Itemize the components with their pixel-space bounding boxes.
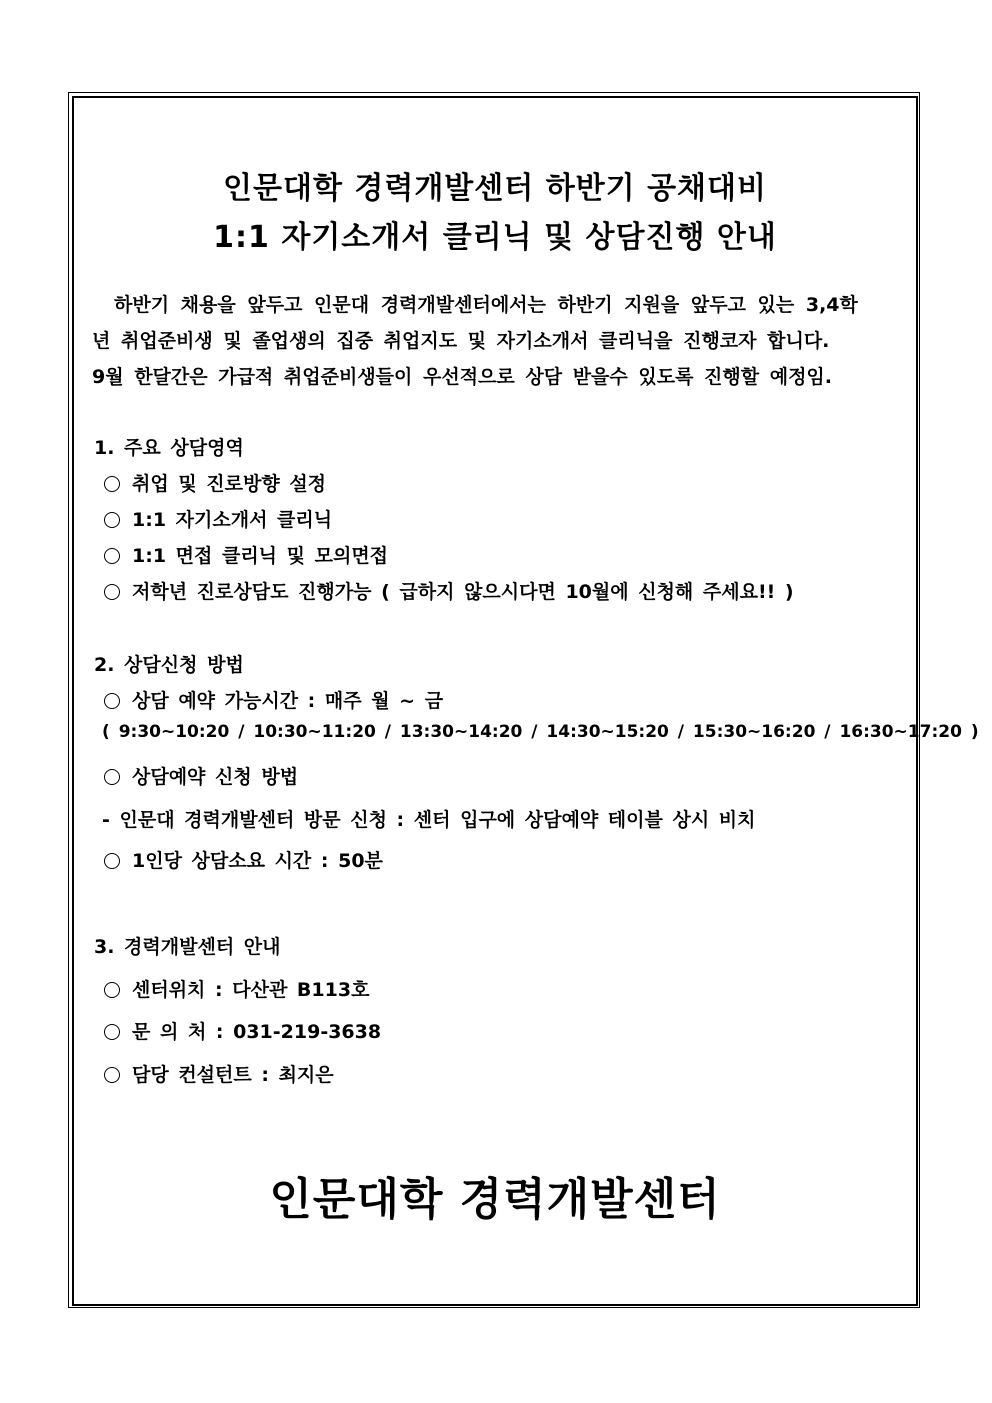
intro-line-2: 년 취업준비생 및 졸업생의 집중 취업지도 및 자기소개서 클리닉을 진행코자 합니다. bbox=[92, 330, 830, 352]
section2-method-detail: - 인문대 경력개발센터 방문 신청 : 센터 입구에 상담예약 테이블 상시 비치 bbox=[102, 809, 756, 831]
section2-duration: 1인당 상담소요 시간 : 50분 bbox=[104, 846, 383, 873]
circle-bullet-icon bbox=[104, 1024, 120, 1040]
intro-line-3: 9월 한달간은 가급적 취업준비생들이 우선적으로 상담 받을수 있도록 진행할 예정임. bbox=[92, 366, 833, 388]
section3-heading: 3. 경력개발센터 안내 bbox=[94, 936, 281, 958]
footer-organization: 인문대학 경력개발센터 bbox=[269, 1174, 721, 1225]
section1-item: 1:1 면접 클리닉 및 모의면접 bbox=[104, 541, 388, 568]
section1-item: 1:1 자기소개서 클리닉 bbox=[104, 505, 332, 532]
intro-line-1: 하반기 채용을 앞두고 인문대 경력개발센터에서는 하반기 지원을 앞두고 있는 3,4학 bbox=[114, 294, 858, 316]
circle-bullet-icon bbox=[104, 693, 120, 709]
circle-bullet-icon bbox=[104, 1067, 120, 1083]
section1-item: 저학년 진로상담도 진행가능 ( 급하지 않으시다면 10월에 신청해 주세요!! ) bbox=[104, 577, 794, 604]
section2-heading: 2. 상담신청 방법 bbox=[94, 654, 244, 676]
section2-hours: 상담 예약 가능시간 : 매주 월 ~ 금 bbox=[104, 686, 443, 713]
section2-time-slots: ( 9:30~10:20 / 10:30~11:20 / 13:30~14:20 / 14:30~15:20 / 15:30~16:20 / 16:30~17:20 ) bbox=[102, 722, 979, 742]
section1-heading: 1. 주요 상담영역 bbox=[94, 437, 244, 459]
section3-item: 센터위치 : 다산관 B113호 bbox=[104, 975, 369, 1002]
circle-bullet-icon bbox=[104, 512, 120, 528]
circle-bullet-icon bbox=[104, 853, 120, 869]
section2-method: 상담예약 신청 방법 bbox=[104, 762, 298, 789]
title-line-2: 1:1 자기소개서 클리닉 및 상담진행 안내 bbox=[213, 220, 777, 255]
title-line-1: 인문대학 경력개발센터 하반기 공채대비 bbox=[223, 171, 767, 206]
circle-bullet-icon bbox=[104, 584, 120, 600]
section3-item: 문 의 처 : 031-219-3638 bbox=[104, 1017, 381, 1044]
circle-bullet-icon bbox=[104, 476, 120, 492]
section3-item: 담당 컨설턴트 : 최지은 bbox=[104, 1060, 334, 1087]
circle-bullet-icon bbox=[104, 769, 120, 785]
circle-bullet-icon bbox=[104, 982, 120, 998]
circle-bullet-icon bbox=[104, 548, 120, 564]
section1-item: 취업 및 진로방향 설정 bbox=[104, 469, 326, 496]
